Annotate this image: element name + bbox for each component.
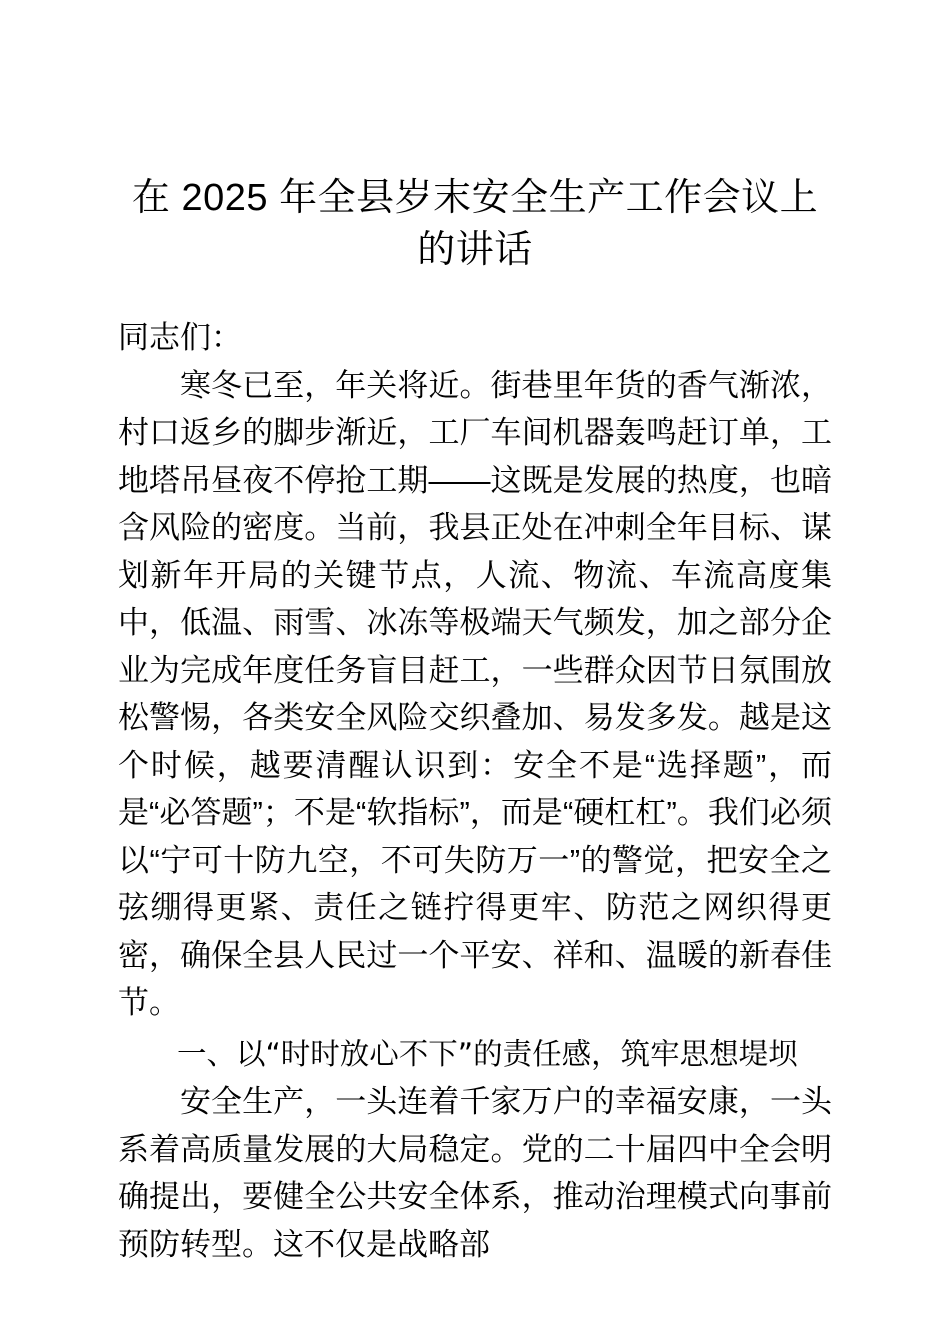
document-content: [118, 0, 832, 1268]
section-heading-one: 一、以“时时放心不下”的责任感，筑牢思想堤坝: [177, 1036, 798, 1071]
paragraph-section-one-body: 安全生产，一头连着千家万户的幸福安康，一头系着高质量发展的大局稳定。党的二十届四中全会明确提出，要健全公共安全体系，推动治理模式向事前预防转型。这不仅是战略部: [118, 1084, 832, 1262]
paragraph-opening: 寒冬已至，年关将近。街巷里年货的香气渐浓，村口返乡的脚步渐近，工厂车间机器轰鸣赶订单，工地塔吊昼夜不停抢工期——这既是发展的热度，也暗含风险的密度。当前，我县正处在冲刺全年目标、谋划新年开局的关键节点，人流、物流、车流高度集中，低温、雨雪、冰冻等极端天气频发，加之部分企业为完成年度任务盲目赶工，一些群众因节日氛围放松警惕，各类安全风险交织叠加、易发多发。越是这个时候，越要清醒认识到：安全不是“选择题”，而是“必答题”；不是“软指标”，而是“硬杠杠”。我们必须以“宁可十防九空，不可失防万一”的警觉，把安全之弦绷得更紧、责任之链拧得更牢、防范之网织得更密，确保全县人民过一个平安、祥和、温暖的新春佳节。: [118, 367, 832, 1020]
page-title: 在 2025 年全县岁末安全生产工作会议上的讲话: [131, 177, 819, 271]
salutation-line: 同志们：: [118, 320, 242, 355]
